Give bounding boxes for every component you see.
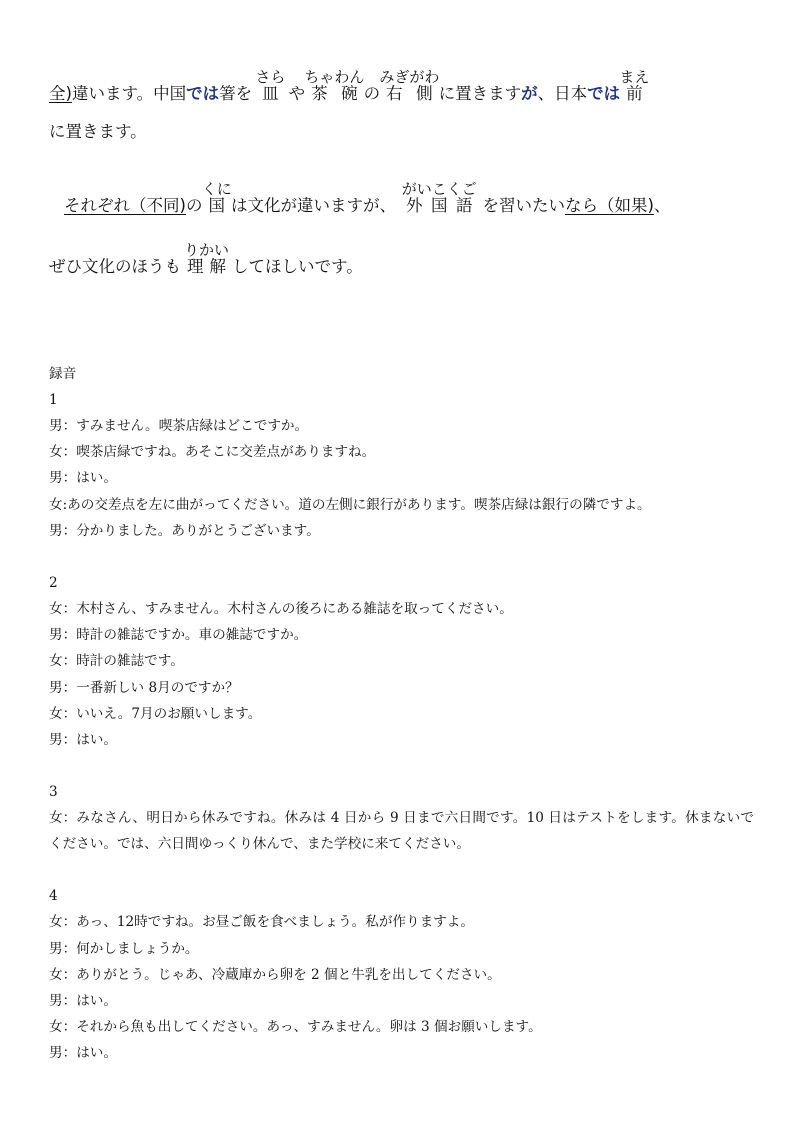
dialogue-number: 4 (49, 888, 58, 905)
section-gap (49, 857, 754, 883)
dialogue-text: はい。 (76, 470, 117, 487)
speaker-label: 男 (49, 993, 63, 1010)
speaker-label: 男 (49, 418, 63, 434)
dialogue-text: はい。 (76, 993, 117, 1010)
speaker-separator: ： (62, 993, 77, 1010)
dialogue-line (49, 727, 754, 753)
speaker-separator: ： (62, 914, 77, 931)
speaker-separator: ： (62, 1045, 77, 1062)
dialogue-number: 3 (49, 784, 58, 801)
speaker-separator: ： (62, 418, 77, 434)
speaker-separator: ： (62, 1019, 77, 1036)
dialogue-text: すみません。喫茶店緑はどこですか。 (76, 418, 309, 434)
text-segment: の (185, 196, 203, 215)
ruby-mae (619, 68, 655, 103)
ruby-reading: りかい (184, 241, 230, 259)
ruby-base: 理解 (184, 257, 230, 276)
speaker-separator: ： (62, 600, 77, 617)
speaker-label: 男 (49, 940, 63, 957)
speaker-label: 女 (49, 914, 63, 931)
text-segment: 、日本 (537, 84, 588, 103)
dialogue-text: 時計の雑誌ですか。車の雑誌ですか。 (76, 627, 308, 644)
speaker-separator: ： (62, 940, 77, 957)
dialogue-text: 何かしましょうか。 (76, 940, 199, 957)
text-segment: は文化が違いますが、 (230, 196, 396, 215)
dialogue-text: 喫茶店緑ですね。あそこに交差点がありますね。 (76, 444, 376, 461)
text-segment: 違います。中国 (71, 84, 187, 103)
section-gap (49, 753, 754, 779)
speaker-label: 男 (49, 522, 63, 539)
ruby-base: 右側 (379, 84, 440, 103)
recording-heading: 録音 (49, 366, 77, 382)
emphasis-particle: が (521, 84, 538, 103)
text-segment: に置きます (438, 84, 522, 103)
ruby-reading: まえ (619, 68, 650, 86)
text-segment: 箸を (219, 84, 253, 103)
speaker-label: 男 (49, 470, 63, 487)
text-segment: を習いたい (482, 196, 565, 215)
dialogue-section (49, 570, 754, 753)
dialogue-text: 木村さん、すみません。木村さんの後ろにある雑誌を取ってください。 (76, 600, 513, 617)
dialogue-line (49, 1040, 754, 1066)
speaker-separator: ： (62, 444, 77, 461)
dialogue-text: みなさん、明日から休みですね。休みは 4 日から 9 日まで六日間です。10 日はテストをします。休まないでください。では、六日間ゆっくり休んで、また学校に来てください。 (49, 810, 754, 853)
ruby-rikai (181, 241, 232, 276)
speaker-separator: ： (62, 653, 77, 670)
text-segment: してほしいです。 (232, 257, 363, 276)
dialogue-line (49, 518, 754, 544)
speaker-label: 女 (49, 600, 63, 617)
ruby-base: 皿 (255, 84, 286, 103)
dialogue-line (49, 805, 754, 857)
ruby-base: 前 (619, 84, 650, 103)
ruby-base: 国 (201, 196, 232, 215)
speaker-separator: ： (62, 627, 77, 644)
recording-transcript (49, 361, 754, 1067)
speaker-separator: : (62, 496, 68, 513)
ruby-base: 茶碗 (304, 84, 365, 103)
dialogue-number: 2 (49, 574, 58, 591)
dialogue-text: ありがとう。じゃあ、冷蔵庫から卵を 2 個と牛乳を出してください。 (76, 966, 501, 983)
reading-line-4 (49, 241, 363, 276)
reading-line-3 (64, 180, 670, 215)
underlined-fragment: なら（如果) (564, 196, 654, 215)
ruby-migigawa (379, 68, 440, 103)
recording-sections (49, 387, 754, 1067)
speaker-label: 女 (49, 496, 63, 513)
dialogue-section (49, 387, 754, 544)
text-segment: や (288, 84, 306, 103)
speaker-label: 男 (49, 1045, 63, 1062)
reading-line-2: に置きます。 (49, 122, 147, 141)
speaker-separator: ： (62, 966, 77, 983)
ruby-reading: さら (255, 68, 286, 86)
emphasis-particle: では (186, 84, 220, 103)
speaker-separator: ： (62, 810, 77, 827)
dialogue-line (49, 413, 754, 439)
dialogue-text: 時計の雑誌です。 (76, 653, 184, 670)
ruby-sara (252, 68, 289, 103)
underlined-fragment: 全) (49, 84, 72, 103)
speaker-label: 女 (49, 705, 63, 722)
speaker-label: 男 (49, 679, 63, 696)
ruby-reading: ちゃわん (304, 68, 365, 86)
speaker-label: 女 (49, 1019, 63, 1036)
dialogue-line (49, 936, 754, 962)
dialogue-line (49, 1014, 754, 1040)
dialogue-text: それから魚も出してください。あっ、すみません。卵は 3 個お願いします。 (76, 1019, 542, 1036)
text-segment: ぜひ文化のほうも (49, 257, 181, 276)
underlined-fragment: それぞれ（不同) (64, 196, 186, 215)
dialogue-text: あっ、12時ですね。お昼ご飯を食べましょう。私が作りますよ。 (76, 914, 474, 931)
dialogue-line (49, 701, 754, 727)
dialogue-line (49, 622, 754, 648)
speaker-label: 男 (49, 627, 63, 644)
dialogue-number: 1 (49, 392, 58, 408)
dialogue-line (49, 962, 754, 988)
speaker-separator: ： (62, 679, 77, 696)
text-segment: の (363, 84, 381, 103)
dialogue-line (49, 492, 754, 518)
ruby-base: 外国語 (401, 196, 477, 215)
dialogue-section (49, 779, 754, 857)
ruby-reading: みぎがわ (379, 68, 440, 86)
dialogue-text: 一番新しい 8月のですか？ (76, 679, 239, 696)
dialogue-section (49, 883, 754, 1066)
dialogue-text: あの交差点を左に曲がってください。道の左側に銀行があります。喫茶店緑は銀行の隣ですよ。 (67, 496, 651, 513)
section-gap (49, 544, 754, 570)
dialogue-line (49, 909, 754, 935)
speaker-separator: ： (62, 522, 77, 539)
reading-line-1 (49, 68, 655, 103)
dialogue-text: はい。 (76, 1045, 117, 1062)
dialogue-text: 分かりました。ありがとうございます。 (76, 522, 320, 539)
speaker-label: 男 (49, 731, 63, 748)
ruby-kuni (201, 180, 232, 215)
dialogue-line (49, 648, 754, 674)
speaker-label: 女 (49, 653, 63, 670)
speaker-separator: ： (62, 731, 77, 748)
ruby-reading: くに (201, 180, 232, 198)
ruby-chawan (304, 68, 365, 103)
dialogue-text: いいえ。7月のお願いします。 (76, 705, 262, 722)
speaker-separator: ： (62, 705, 77, 722)
speaker-separator: ： (62, 470, 77, 487)
dialogue-line (49, 596, 754, 622)
dialogue-line (49, 439, 754, 465)
speaker-label: 女 (49, 810, 63, 827)
ruby-reading: がいこくご (401, 180, 477, 198)
ruby-gaikokugo (396, 180, 483, 215)
dialogue-line (49, 988, 754, 1014)
speaker-label: 女 (49, 966, 63, 983)
speaker-label: 女 (49, 444, 63, 461)
text-segment: 、 (653, 196, 671, 215)
emphasis-particle: では (587, 84, 621, 103)
dialogue-line (49, 465, 754, 491)
dialogue-text: はい。 (76, 731, 117, 748)
dialogue-line (49, 675, 754, 701)
